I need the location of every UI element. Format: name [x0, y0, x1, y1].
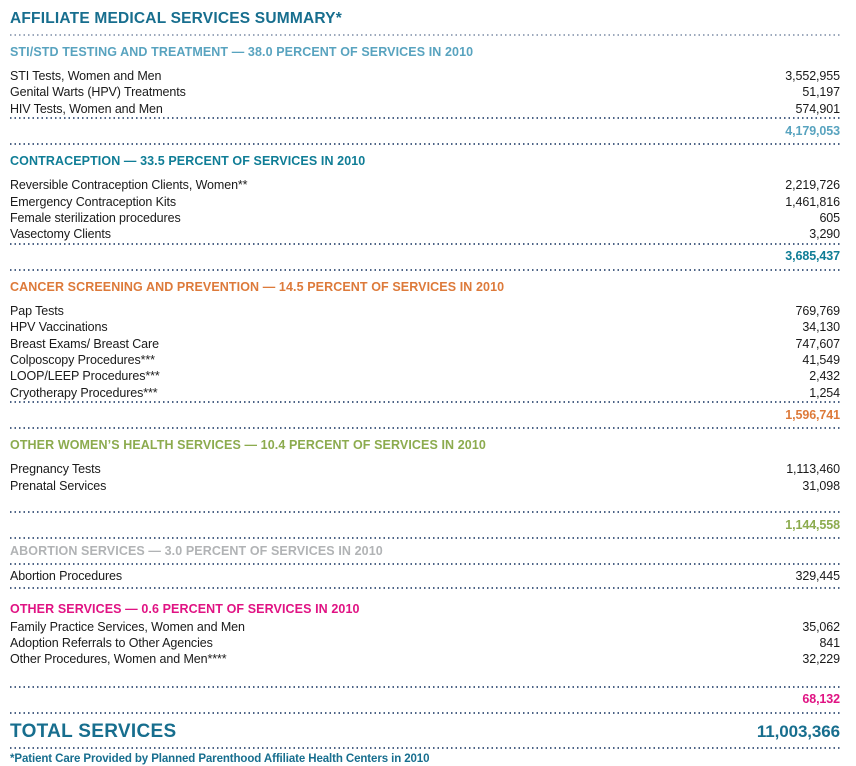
- total-value: 11,003,366: [756, 721, 840, 741]
- divider: [10, 427, 840, 429]
- row-value: 34,130: [802, 320, 840, 335]
- row-label: Vasectomy Clients: [10, 227, 111, 242]
- row-label: Emergency Contraception Kits: [10, 194, 177, 209]
- divider: [10, 747, 840, 749]
- table-row: [10, 226, 840, 242]
- row-value: 35,062: [802, 619, 840, 634]
- divider: [10, 537, 840, 539]
- row-label: Cryotherapy Procedures***: [10, 385, 158, 400]
- row-label: HPV Vaccinations: [10, 320, 108, 335]
- row-value: 605: [819, 211, 840, 226]
- section-subtotal: 3,685,437: [785, 249, 840, 264]
- section-header: OTHER WOMEN’S HEALTH SERVICES — 10.4 PERCENT OF SERVICES IN 2010: [10, 438, 486, 453]
- divider: [10, 587, 840, 589]
- section-header: ABORTION SERVICES — 3.0 PERCENT OF SERVICES IN 2010: [10, 544, 383, 559]
- row-value: 3,290: [809, 227, 840, 242]
- divider: [10, 269, 840, 271]
- table-row: [10, 303, 840, 319]
- table-row: [10, 177, 840, 193]
- footnote: *Patient Care Provided by Planned Parenthood Affiliate Health Centers in 2010: [10, 752, 430, 765]
- section-header: CONTRACEPTION — 33.5 PERCENT OF SERVICES IN 2010: [10, 154, 366, 169]
- table-row: [10, 651, 840, 667]
- row-value: 1,254: [809, 385, 840, 400]
- table-row: [10, 461, 840, 477]
- section-subtotal: 68,132: [802, 692, 840, 707]
- section-rows: [10, 68, 840, 117]
- table-row: [10, 635, 840, 651]
- row-label: Abortion Procedures: [10, 568, 123, 583]
- row-label: STI Tests, Women and Men: [10, 69, 162, 83]
- divider: [10, 712, 840, 714]
- row-value: 841: [819, 635, 840, 650]
- table-row: [10, 210, 840, 226]
- row-label: Prenatal Services: [10, 478, 107, 493]
- section-header: OTHER SERVICES — 0.6 PERCENT OF SERVICES IN 2010: [10, 601, 360, 616]
- table-row: [10, 101, 840, 117]
- table-row: [10, 565, 840, 586]
- row-value: 2,432: [809, 369, 840, 384]
- row-label: Genital Warts (HPV) Treatments: [10, 85, 186, 100]
- section-other-services: [10, 602, 840, 714]
- total-row: [10, 721, 840, 747]
- row-label: Colposcopy Procedures***: [10, 353, 155, 368]
- row-label: Breast Exams/ Breast Care: [10, 336, 159, 351]
- table-row: [10, 319, 840, 335]
- row-value: 747,607: [795, 336, 840, 351]
- row-value: 329,445: [795, 568, 840, 583]
- row-label: Female sterilization procedures: [10, 211, 181, 226]
- row-value: 574,901: [795, 101, 840, 116]
- row-value: 31,098: [802, 478, 840, 493]
- section-subtotal: 1,144,558: [785, 517, 840, 532]
- section-subtotal: 4,179,053: [785, 123, 840, 138]
- row-label: LOOP/LEEP Procedures***: [10, 369, 160, 384]
- table-row: [10, 385, 840, 401]
- table-row: [10, 352, 840, 368]
- row-value: 32,229: [802, 652, 840, 667]
- table-row: [10, 336, 840, 352]
- row-label: Pap Tests: [10, 303, 64, 318]
- section-other-womens-health: [10, 438, 840, 539]
- row-label: Family Practice Services, Women and Men: [10, 619, 245, 634]
- row-value: 3,552,955: [785, 69, 840, 83]
- table-row: [10, 368, 840, 384]
- table-row: [10, 478, 840, 494]
- section-header: CANCER SCREENING AND PREVENTION — 14.5 PERCENT OF SERVICES IN 2010: [10, 279, 505, 294]
- total-label: TOTAL SERVICES: [10, 720, 177, 742]
- row-label: Pregnancy Tests: [10, 462, 101, 477]
- row-label: Reversible Contraception Clients, Women**: [10, 178, 248, 193]
- row-label: Other Procedures, Women and Men****: [10, 652, 227, 667]
- divider: [10, 143, 840, 145]
- section-contraception: [10, 154, 840, 271]
- row-value: 41,549: [802, 353, 840, 368]
- table-row: [10, 84, 840, 100]
- section-rows: [10, 565, 840, 586]
- section-rows: [10, 619, 840, 668]
- row-value: 2,219,726: [785, 178, 840, 193]
- row-value: 51,197: [802, 85, 840, 100]
- table-row: [10, 619, 840, 635]
- divider: [10, 34, 840, 36]
- section-sti-std: [10, 45, 840, 145]
- row-value: 769,769: [795, 303, 840, 318]
- section-cancer-screening: [10, 280, 840, 429]
- section-rows: [10, 177, 840, 243]
- section-header: STI/STD TESTING AND TREATMENT — 38.0 PERCENT OF SERVICES IN 2010: [10, 45, 474, 59]
- section-rows: [10, 303, 840, 401]
- row-label: Adoption Referrals to Other Agencies: [10, 635, 213, 650]
- row-value: 1,461,816: [785, 194, 840, 209]
- table-row: [10, 194, 840, 210]
- section-abortion-services: [10, 544, 840, 588]
- page-title: AFFILIATE MEDICAL SERVICES SUMMARY*: [10, 10, 342, 27]
- row-value: 1,113,460: [786, 462, 840, 477]
- section-rows: [10, 461, 840, 494]
- section-subtotal: 1,596,741: [785, 407, 840, 422]
- row-label: HIV Tests, Women and Men: [10, 101, 163, 116]
- table-row: [10, 68, 840, 84]
